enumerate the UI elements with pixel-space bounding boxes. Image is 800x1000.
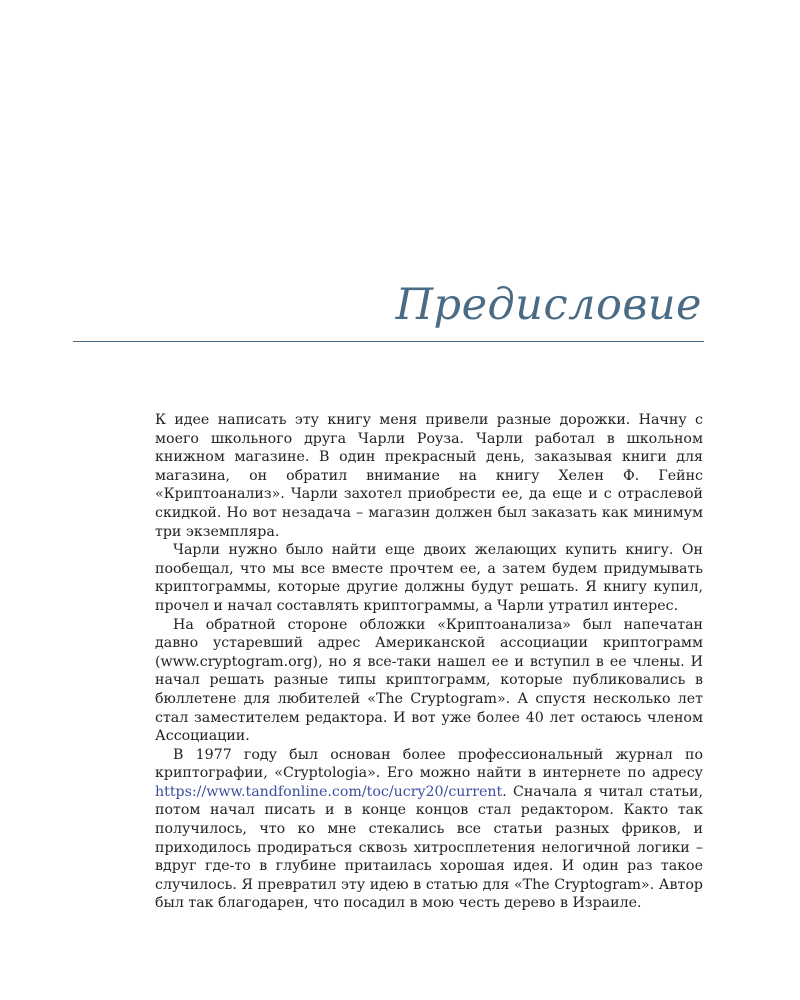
paragraph-3: На обратной стороне обложки «Криптоанализа» был напечатан давно устаревший адрес Американской ассоциации криптограмм (www.cryptogram.org), но я все-таки нашел ее и вступил в ее члены. И начал решать разные типы криптограмм, которые публиковались в бюллетене для любителей «The Cryptogram». А спустя несколько лет стал заместителем редактора. И вот уже более 40 лет остаюсь членом Ассоциации. xyxy=(155,616,703,745)
body-text xyxy=(155,411,703,913)
paragraph-1: К идее написать эту книгу меня привели разные дорожки. Начну с моего школьного друга Чарли Роуза. Чарли работал в школьном книжном магазине. В один прекрасный день, заказывая книги для магазина, он обратил внимание на книгу Хелен Ф. Гейнс «Криптоанализ». Чарли захотел приобрести ее, да еще и с отраслевой скидкой. Но вот незадача – магазин должен был заказать как минимум три экземпляра. xyxy=(155,412,703,540)
paragraph-4-rest: . Сначала я читал статьи, потом начал писать и в конце концов стал редактором. Както так получилось, что ко мне стекались все статьи разных фриков, и приходилось продираться сквозь хитросплетения нелогичной логики – вдруг где-то в глубине притаилась хорошая идея. И один раз такое случилось. Я превратил эту идею в статью для «The Cryptogram». Автор был так благодарен, что посадил в мою честь дерево в Израиле. xyxy=(155,783,703,912)
paragraph-2: Чарли нужно было найти еще двоих желающих купить книгу. Он пообещал, что мы все вместе прочтем ее, а затем будем придумывать криптограммы, которые другие должны будут решать. Я книгу купил, прочел и начал составлять криптограммы, а Чарли утратил интерес. xyxy=(155,542,703,614)
chapter-title: Предисловие xyxy=(395,280,702,330)
paragraph-4 xyxy=(155,746,703,913)
title-divider xyxy=(73,341,704,342)
paragraph-4-intro: В 1977 году был основан более профессиональный журнал по криптографии, «Cryptologia». Его можно найти в интернете по адресу xyxy=(155,746,703,782)
journal-link[interactable]: https://www.tandfonline.com/toc/ucry20/current xyxy=(155,783,503,800)
